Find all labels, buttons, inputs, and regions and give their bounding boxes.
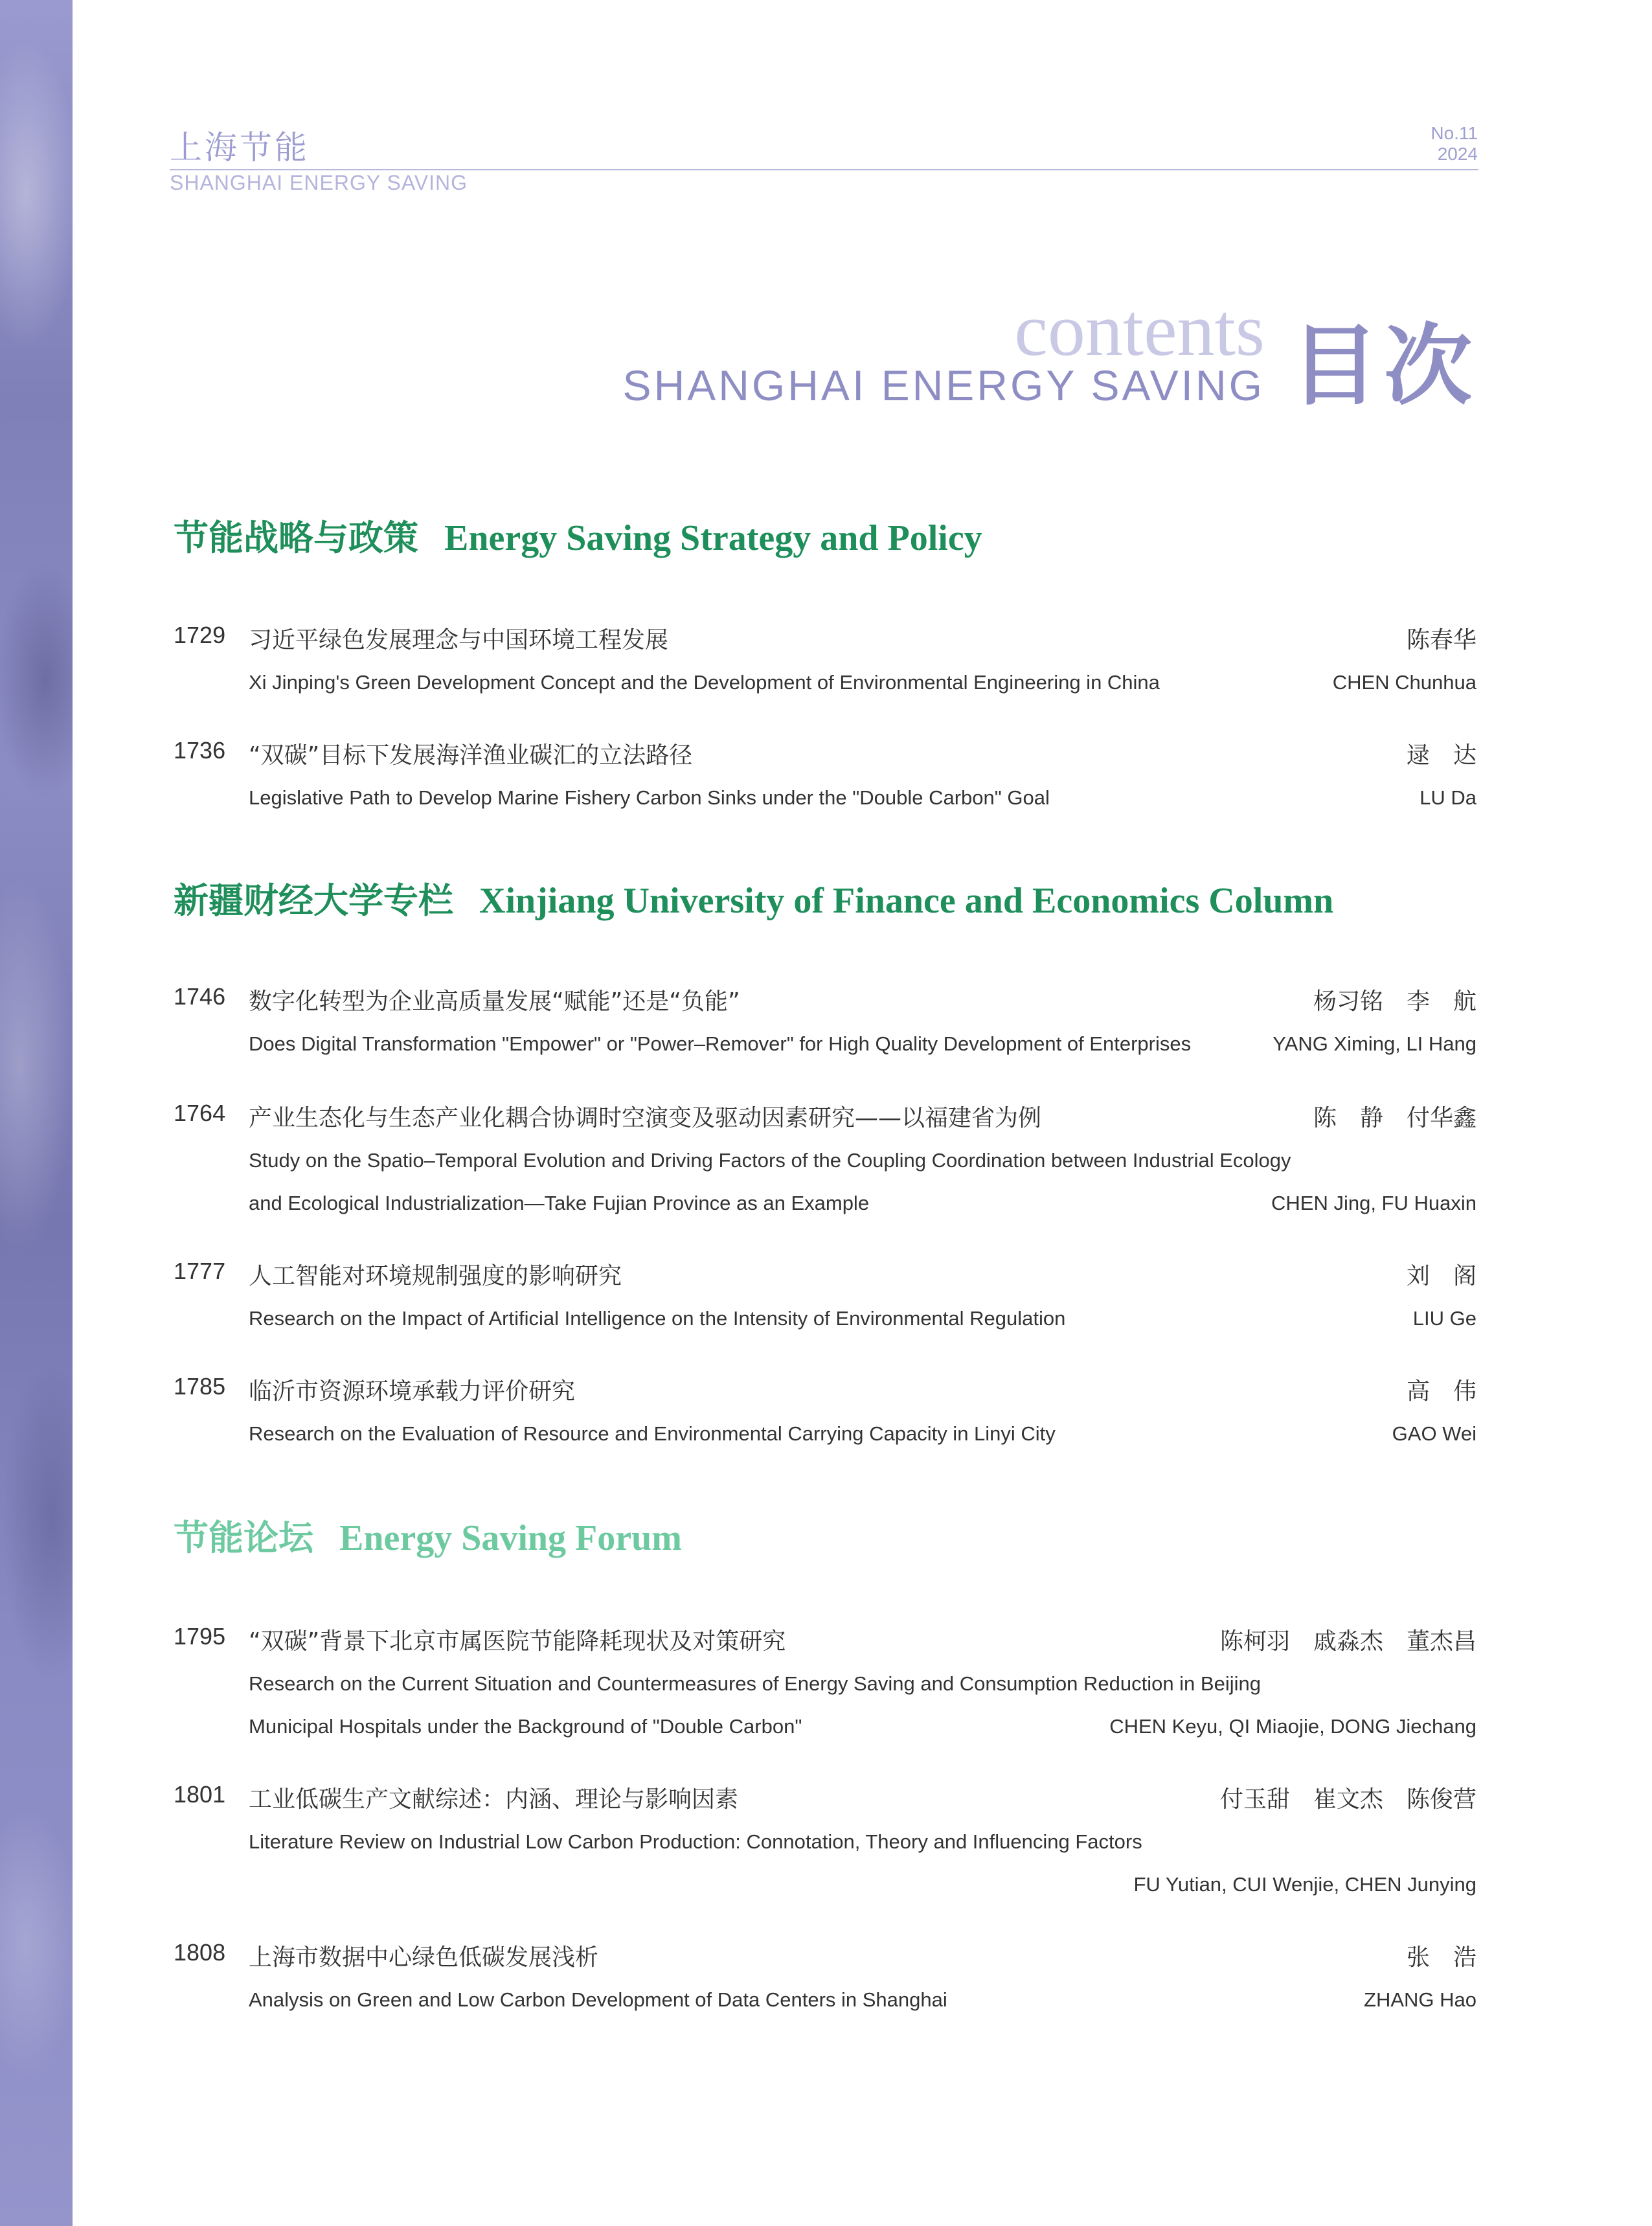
page-number: 1801 bbox=[174, 1781, 226, 1808]
section-title-en: Energy Saving Forum bbox=[339, 1518, 682, 1558]
contents-word: contents bbox=[1014, 289, 1265, 372]
author-cn: 陈柯羽 戚淼杰 董杰昌 bbox=[1219, 1628, 1477, 1655]
article-title-en-line-2: Municipal Hospitals under the Background of "Double Carbon" bbox=[249, 1715, 802, 1738]
article-title-cn[interactable]: “双碳”背景下北京市属医院节能降耗现状及对策研究 bbox=[249, 1628, 786, 1655]
article-title-en: Does Digital Transformation "Empower" or "Power–Remover" for High Quality Development of Enterprises bbox=[249, 1032, 1192, 1055]
author-en: FU Yutian, CUI Wenjie, CHEN Junying bbox=[1133, 1873, 1477, 1896]
article-title-cn[interactable]: 工业低碳生产文献综述：内涵、理论与影响因素 bbox=[249, 1786, 739, 1813]
author-cn: 陈春华 bbox=[1406, 627, 1477, 653]
article-title-cn[interactable]: 习近平绿色发展理念与中国环境工程发展 bbox=[249, 627, 669, 653]
author-en: CHEN Jing, FU Huaxin bbox=[1271, 1192, 1477, 1214]
section-title-cn: 节能论坛 bbox=[174, 1517, 313, 1558]
page-number: 1808 bbox=[174, 1939, 226, 1966]
issue-number: No.11 bbox=[1431, 123, 1478, 143]
author-en: CHEN Keyu, QI Miaojie, DONG Jiechang bbox=[1109, 1715, 1477, 1738]
page-number: 1736 bbox=[174, 737, 226, 764]
masthead-divider bbox=[170, 169, 1478, 170]
article-title-cn[interactable]: 产业生态化与生态产业化耦合协调时空演变及驱动因素研究——以福建省为例 bbox=[249, 1105, 1042, 1131]
section-heading bbox=[174, 1510, 682, 1560]
article-title-en: Research on the Impact of Artificial Intelligence on the Intensity of Environmental Regulation bbox=[249, 1307, 1066, 1330]
author-en: LIU Ge bbox=[1412, 1307, 1477, 1330]
section-title-en: Energy Saving Strategy and Policy bbox=[444, 518, 982, 558]
article-title-en: Research on the Current Situation and Countermeasures of Energy Saving and Consumption Reduction in Beijing bbox=[249, 1672, 1261, 1695]
author-cn: 张 浩 bbox=[1406, 1944, 1477, 1971]
page-number: 1764 bbox=[174, 1100, 226, 1126]
issue-year: 2024 bbox=[1437, 144, 1478, 164]
page-number: 1785 bbox=[174, 1373, 226, 1400]
contents-journal-en: SHANGHAI ENERGY SAVING bbox=[622, 361, 1265, 409]
article-title-cn[interactable]: 临沂市资源环境承载力评价研究 bbox=[249, 1378, 576, 1405]
section-title-en: Xinjiang University of Finance and Economics Column bbox=[479, 881, 1334, 921]
author-cn: 付玉甜 崔文杰 陈俊营 bbox=[1219, 1786, 1477, 1813]
decorative-sidebar bbox=[0, 0, 73, 2226]
contents-title-cn: 目次 bbox=[1291, 315, 1477, 418]
section-heading bbox=[174, 510, 982, 560]
author-cn: 逯 达 bbox=[1406, 742, 1477, 769]
article-title-en: Legislative Path to Develop Marine Fishery Carbon Sinks under the "Double Carbon" Goal bbox=[249, 786, 1050, 809]
author-en: LU Da bbox=[1420, 786, 1477, 809]
issue-info bbox=[1431, 123, 1478, 165]
article-title-en: Research on the Evaluation of Resource and Environmental Carrying Capacity in Linyi City bbox=[249, 1422, 1056, 1445]
journal-title-en: SHANGHAI ENERGY SAVING bbox=[170, 171, 468, 194]
author-en: ZHANG Hao bbox=[1364, 1988, 1477, 2011]
article-title-en: Study on the Spatio–Temporal Evolution and Driving Factors of the Coupling Coordination between Industrial Ecology bbox=[249, 1149, 1291, 1172]
page-number: 1746 bbox=[174, 983, 226, 1010]
author-en: GAO Wei bbox=[1392, 1422, 1477, 1445]
section-title-cn: 节能战略与政策 bbox=[174, 517, 418, 558]
page-number: 1777 bbox=[174, 1258, 226, 1284]
author-en: YANG Ximing, LI Hang bbox=[1273, 1032, 1477, 1055]
section-title-cn: 新疆财经大学专栏 bbox=[174, 880, 453, 921]
journal-title-cn: 上海节能 bbox=[170, 129, 310, 166]
article-title-cn[interactable]: 人工智能对环境规制强度的影响研究 bbox=[249, 1263, 622, 1289]
author-cn: 高 伟 bbox=[1406, 1378, 1477, 1405]
article-title-en-line-2: and Ecological Industrialization—Take Fujian Province as an Example bbox=[249, 1192, 870, 1214]
article-title-en: Analysis on Green and Low Carbon Development of Data Centers in Shanghai bbox=[249, 1988, 947, 2011]
article-title-en: Literature Review on Industrial Low Carbon Production: Connotation, Theory and Influencing Factors bbox=[249, 1830, 1142, 1853]
author-cn: 陈 静 付华鑫 bbox=[1313, 1105, 1477, 1131]
author-en: CHEN Chunhua bbox=[1332, 671, 1477, 694]
article-title-cn[interactable]: 上海市数据中心绿色低碳发展浅析 bbox=[249, 1944, 599, 1971]
section-heading bbox=[174, 873, 1333, 923]
article-title-cn[interactable]: 数字化转型为企业高质量发展“赋能”还是“负能” bbox=[249, 988, 740, 1015]
author-cn: 刘 阁 bbox=[1406, 1263, 1477, 1289]
article-title-en: Xi Jinping's Green Development Concept and the Development of Environmental Engineering in China bbox=[249, 671, 1160, 694]
page-number: 1795 bbox=[174, 1623, 226, 1650]
page-number: 1729 bbox=[174, 622, 226, 648]
article-title-cn[interactable]: “双碳”目标下发展海洋渔业碳汇的立法路径 bbox=[249, 742, 693, 769]
author-cn: 杨习铭 李 航 bbox=[1313, 988, 1477, 1015]
